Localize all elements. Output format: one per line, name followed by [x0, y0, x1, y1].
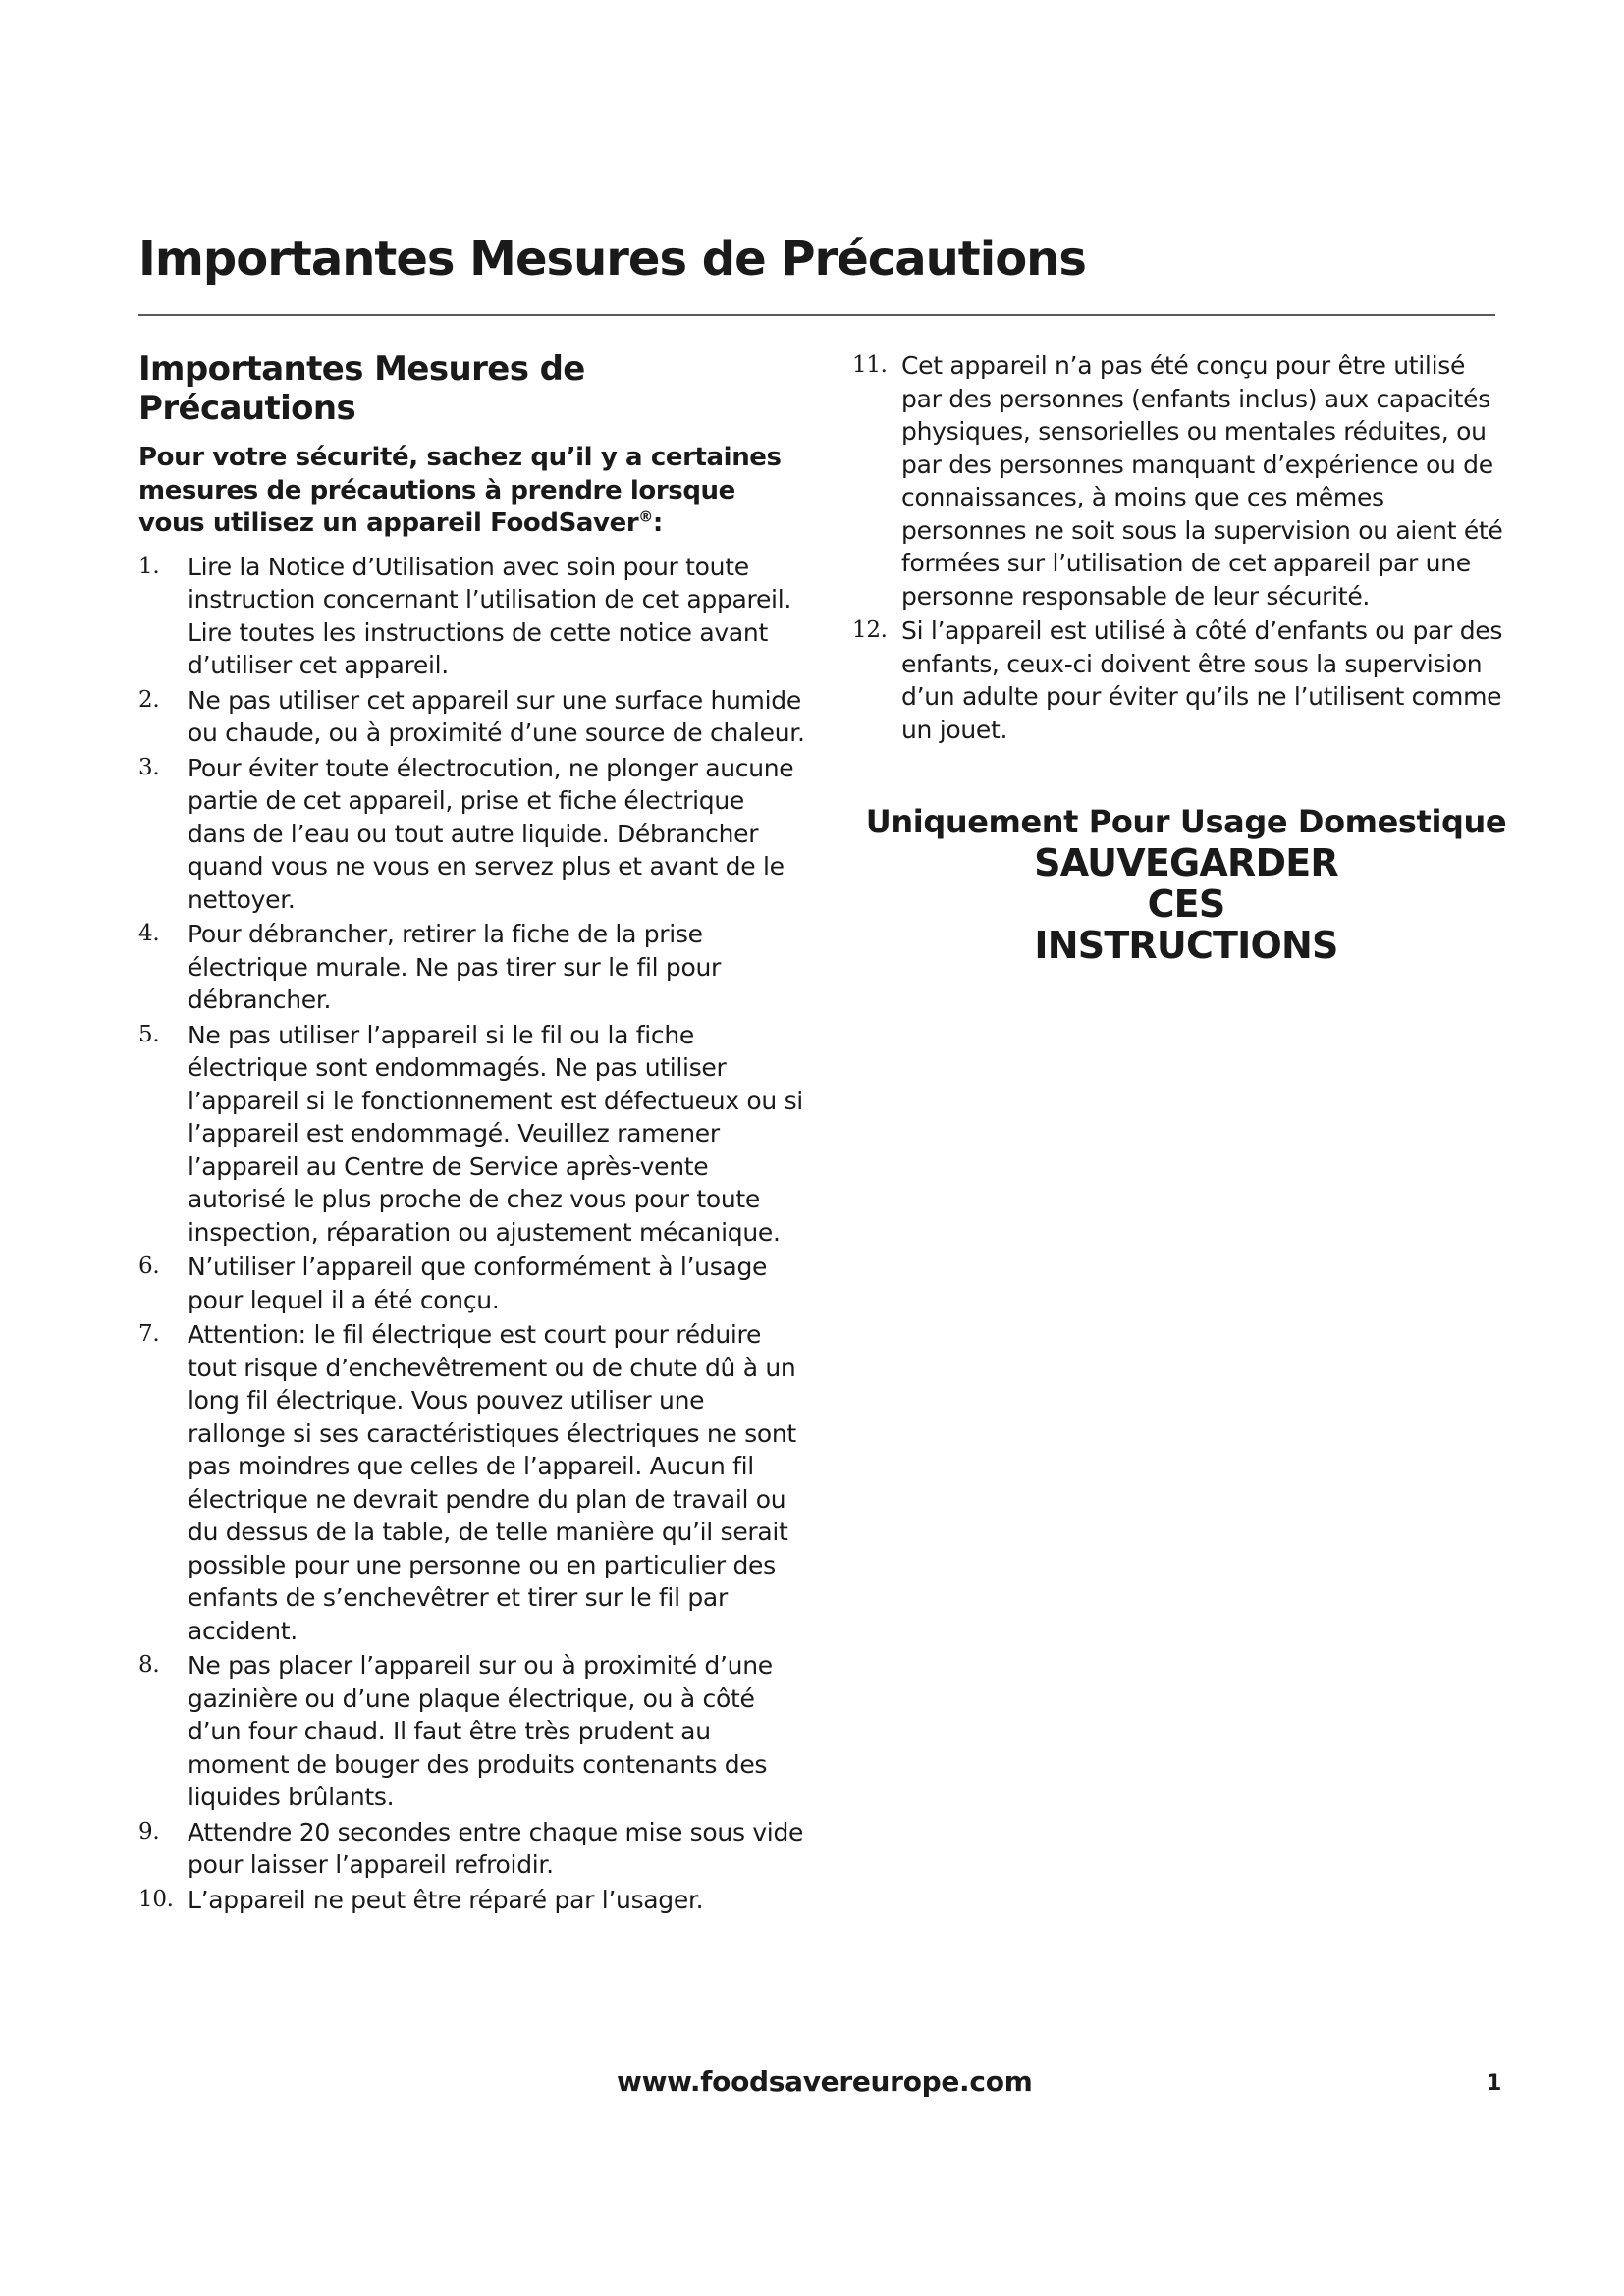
item-text: Cet appareil n’a pas été conçu pour être utilisé par des personnes (enfants inclus) aux capacités physiques, sensorielles ou mentales réduites, ou par des personnes manquant d’expérience ou de connaissances, à moins que ces mêmes personnes ne soit sous la supervision ou aient été formées sur l’utilisation de cet appareil par une personne responsable de leur sécurité.	[901, 351, 1503, 611]
item-text: Ne pas placer l’appareil sur ou à proximité d’une gazinière ou d’une plaque électrique, ou à côté d’un four chaud. Il faut être très prudent au moment de bouger des produits contenants des liquides brûlants.	[188, 1651, 773, 1811]
safety-intro	[138, 442, 806, 541]
item-text: Pour débrancher, retirer la fiche de la prise électrique murale. Ne pas tirer sur le fil pour débrancher.	[188, 920, 722, 1014]
page-number: 1	[1487, 2071, 1502, 2096]
item-text: Pour éviter toute électrocution, ne plonger aucune partie de cet appareil, prise et fiche électrique dans de l’eau ou tout autre liquide. Débrancher quand vous ne vous en servez plus et avant de le nettoyer.	[188, 753, 794, 914]
item-number: 7.	[138, 1321, 160, 1347]
item-number: 3.	[138, 754, 160, 780]
item-text: Si l’appareil est utilisé à côté d’enfants ou par des enfants, ceux-ci doivent être sous la supervision d’un adulte pour éviter qu’ils ne l’utilisent comme un jouet.	[901, 616, 1503, 744]
household-use-text: Uniquement Pour Usage Domestique	[865, 803, 1507, 840]
item-number: 2.	[138, 686, 160, 713]
item-number: 6.	[138, 1254, 160, 1279]
item-number: 8.	[138, 1652, 160, 1678]
list-item	[138, 918, 806, 1017]
right-column	[852, 349, 1510, 966]
item-text: Attention: le fil électrique est court pour réduire tout risque d’enchevêtrement ou de chute dû à un long fil électrique. Vous pouvez utiliser une rallonge si ses caractéristiques électriques ne sont pas moindres que celles de l’appareil. Aucun fil électrique ne devrait pendre du plan de travail ou du dessus de la table, de telle manière qu’il serait possible pour une personne ou en particulier des enfants de s’enchevêtrer et tirer sur le fil par accident.	[188, 1320, 796, 1645]
section-heading: Importantes Mesures de Précautions	[138, 349, 585, 428]
website-url: www.foodsavereurope.com	[617, 2065, 1033, 2098]
list-item	[138, 752, 806, 917]
item-text: L’appareil ne peut être réparé par l’usager.	[188, 1885, 704, 1914]
page-title: Importantes Mesures de Précautions	[138, 232, 1086, 287]
item-number: 4.	[138, 921, 160, 946]
safety-intro-end: :	[652, 508, 663, 538]
item-number: 11.	[852, 352, 888, 378]
precautions-list-left	[138, 551, 806, 1917]
item-number: 10.	[138, 1886, 174, 1912]
list-item	[138, 1318, 806, 1647]
left-column	[138, 349, 806, 1918]
item-text: Ne pas utiliser cet appareil sur une surface humide ou chaude, ou à proximité d’une source de chaleur.	[188, 685, 805, 747]
item-text: Attendre 20 secondes entre chaque mise sous vide pour laisser l’appareil refroidir.	[188, 1817, 804, 1879]
list-item	[138, 1251, 806, 1316]
item-text: Lire la Notice d’Utilisation avec soin pour toute instruction concernant l’utilisation de cet appareil. Lire toutes les instructions de cette notice avant d’utiliser cet appareil.	[188, 552, 791, 679]
precautions-list-right	[852, 349, 1510, 746]
safety-intro-text: Pour votre sécurité, sachez qu’il y a certaines mesures de précautions à prendre lorsque vous utilisez un appareil FoodSaver	[138, 443, 782, 538]
list-item	[138, 1816, 806, 1882]
registered-mark: ®	[638, 507, 653, 526]
list-item	[138, 684, 806, 750]
title-divider	[138, 314, 1495, 316]
item-number: 1.	[138, 553, 160, 579]
household-use-notice	[862, 803, 1510, 966]
list-item	[138, 1649, 806, 1814]
list-item	[852, 349, 1510, 613]
item-number: 9.	[138, 1818, 160, 1844]
list-item	[138, 1019, 806, 1250]
item-text: N’utiliser l’appareil que conformément à l’usage pour lequel il a été conçu.	[188, 1253, 768, 1314]
list-item	[138, 1884, 806, 1917]
list-item	[852, 614, 1510, 746]
keep-instructions-text: SAUVEGARDER CES INSTRUCTIONS	[1034, 841, 1338, 967]
item-number: 12.	[852, 617, 888, 643]
item-number: 5.	[138, 1021, 160, 1047]
item-text: Ne pas utiliser l’appareil si le fil ou la fiche électrique sont endommagés. Ne pas utiliser l’appareil si le fonctionnement est défectueux ou si l’appareil est endommagé. Veuillez ramener l’appareil au Centre de Service après-vente autorisé le plus proche de chez vous pour toute inspection, réparation ou ajustement mécanique.	[188, 1020, 803, 1247]
list-item	[138, 551, 806, 682]
